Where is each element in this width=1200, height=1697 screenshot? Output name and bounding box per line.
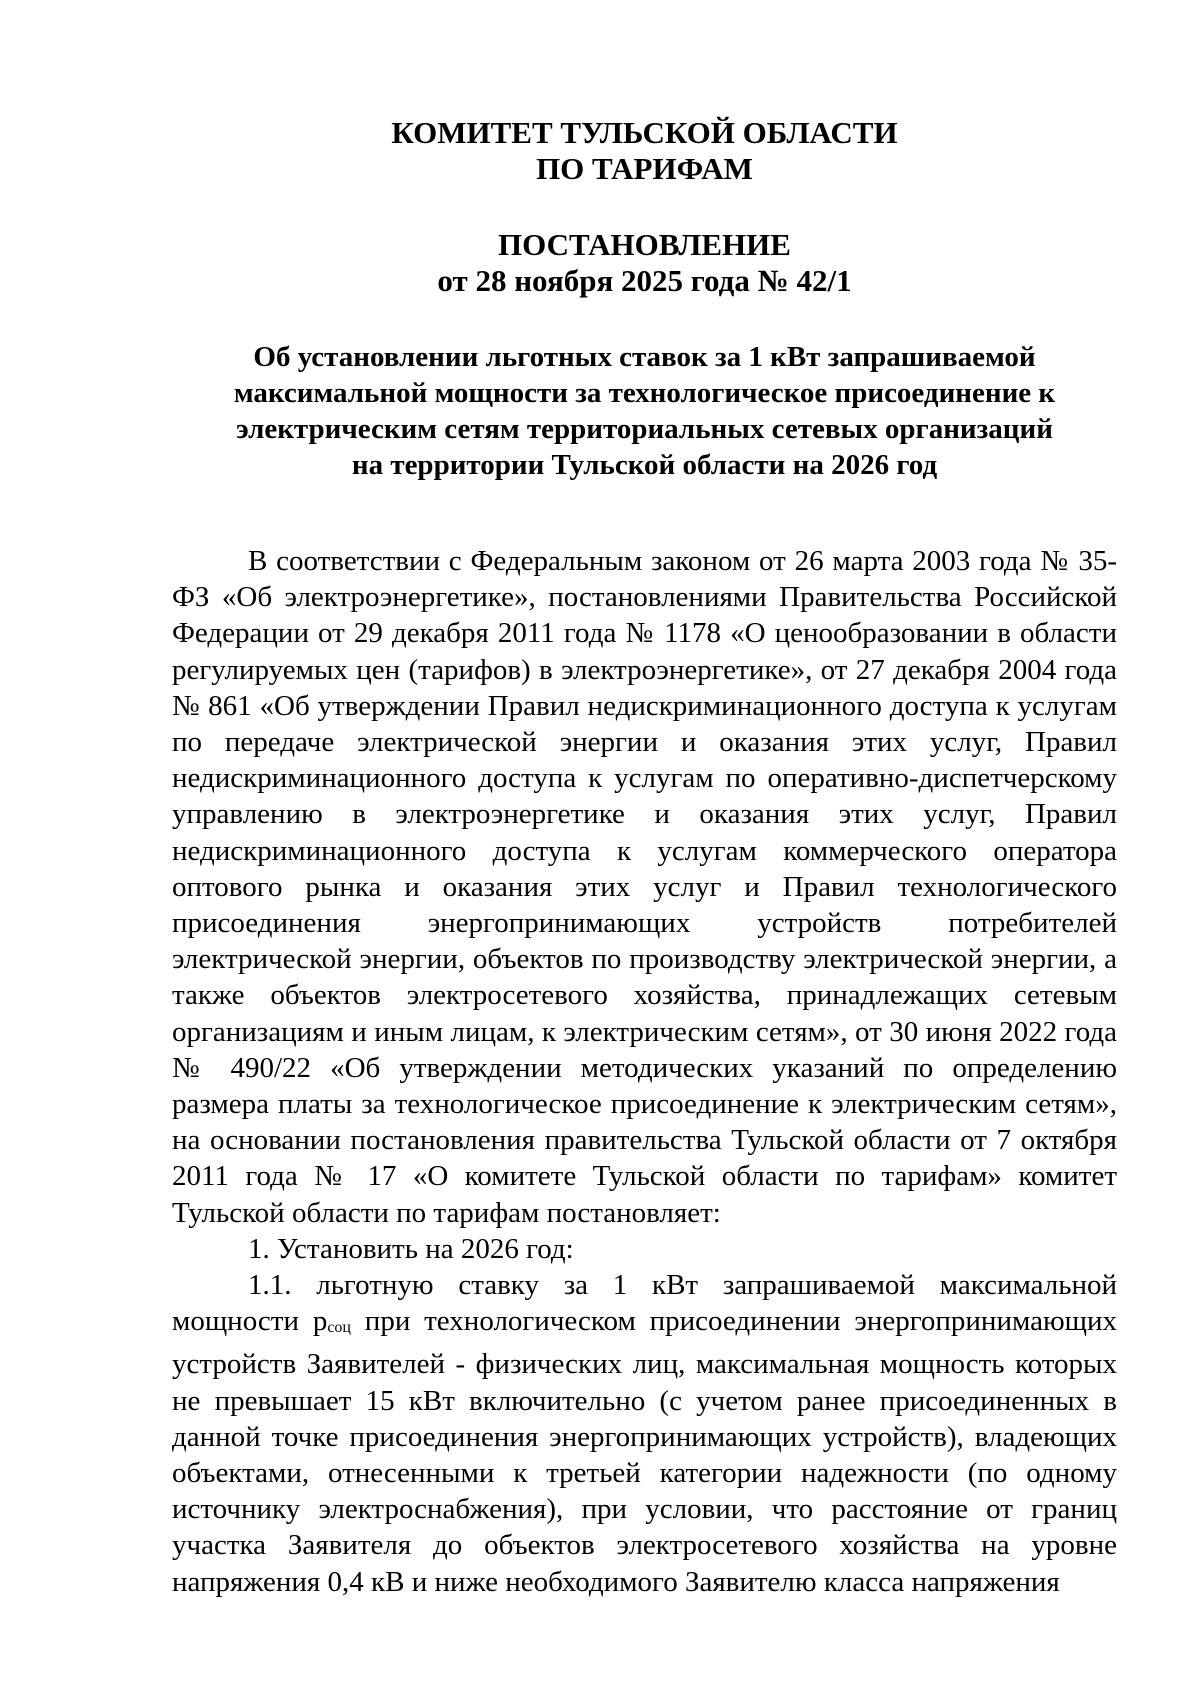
subject-line4: на территории Тульской области на 2026 год bbox=[351, 449, 938, 481]
doc-date-number: от 28 ноября 2025 года № 42/1 bbox=[437, 263, 852, 298]
doc-type: ПОСТАНОВЛЕНИЕ bbox=[498, 227, 791, 262]
rate-subscript: соц bbox=[327, 1319, 351, 1337]
doc-subject bbox=[172, 339, 1117, 483]
item-1-1-rest: при технологическом присоединении энергопринимающих устройств Заявителей - физических лиц, максимальная мощность которых не превышает 15 кВт включительно (с учетом ранее присоединенных в данной точке присоединения энергопринимающих устройств), владеющих объектами, отнесенными к третьей категории надежности (по одному источнику электроснабжения), при условии, что расстояние от границ участка Заявителя до объектов электросетевого хозяйства на уровне напряжения 0,4 кВ и ниже необходимого Заявителю класса напряжения bbox=[172, 1305, 1118, 1598]
document-page bbox=[172, 105, 1117, 1600]
subject-line2: максимальной мощности за технологическое присоединение к bbox=[233, 377, 1056, 409]
rate-symbol: p bbox=[312, 1305, 328, 1338]
item-1-1-start: 1.1. льготную ставку за 1 кВт запрашиваемой максимальной мощности bbox=[172, 1269, 1117, 1338]
org-name-line2: ПО ТАРИФАМ bbox=[536, 151, 753, 186]
subject-line3: электрическим сетям территориальных сетевых организаций bbox=[236, 413, 1053, 445]
item-1-1 bbox=[172, 1267, 1117, 1600]
subject-line1: Об установлении льготных ставок за 1 кВт запрашиваемой bbox=[253, 341, 1036, 373]
preamble-paragraph: В соответствии с Федеральным законом от 26 марта 2003 года № 35-ФЗ «Об электроэнергетике», постановлениями Правительства Российской Федерации от 29 декабря 2011 года № 1178 «О ценообразовании в области регулируемых цен (тарифов) в электроэнергетике», от 27 декабря 2004 года № 861 «Об утверждении Правил недискриминационного доступа к услугам по передаче электрической энергии и оказания этих услуг, Правил недискриминационного доступа к услугам по оперативно-диспетчерскому управлению в электроэнергетике и оказания этих услуг, Правил недискриминационного доступа к услугам коммерческого оператора оптового рынка и оказания этих услуг и Правил технологического присоединения энергопринимающих устройств потребителей электрической энергии, объектов по производству электрической энергии, а также объектов электросетевого хозяйства, принадлежащих сетевым организациям и иным лицам, к электрическим сетям», от 30 июня 2022 года № 490/22 «Об утверждении методических указаний по определению размера платы за технологическое присоединение к электрическим сетям», на основании постановления правительства Тульской области от 7 октября 2011 года № 17 «О комитете Тульской области по тарифам» комитет Тульской области по тарифам постановляет: bbox=[172, 545, 1117, 1229]
doc-title bbox=[172, 227, 1117, 299]
document-body bbox=[172, 543, 1117, 1600]
org-name-line1: КОМИТЕТ ТУЛЬСКОЙ ОБЛАСТИ bbox=[391, 115, 898, 150]
org-name bbox=[172, 115, 1117, 187]
document-header bbox=[172, 115, 1117, 483]
item-1: 1. Установить на 2026 год: bbox=[248, 1232, 574, 1265]
